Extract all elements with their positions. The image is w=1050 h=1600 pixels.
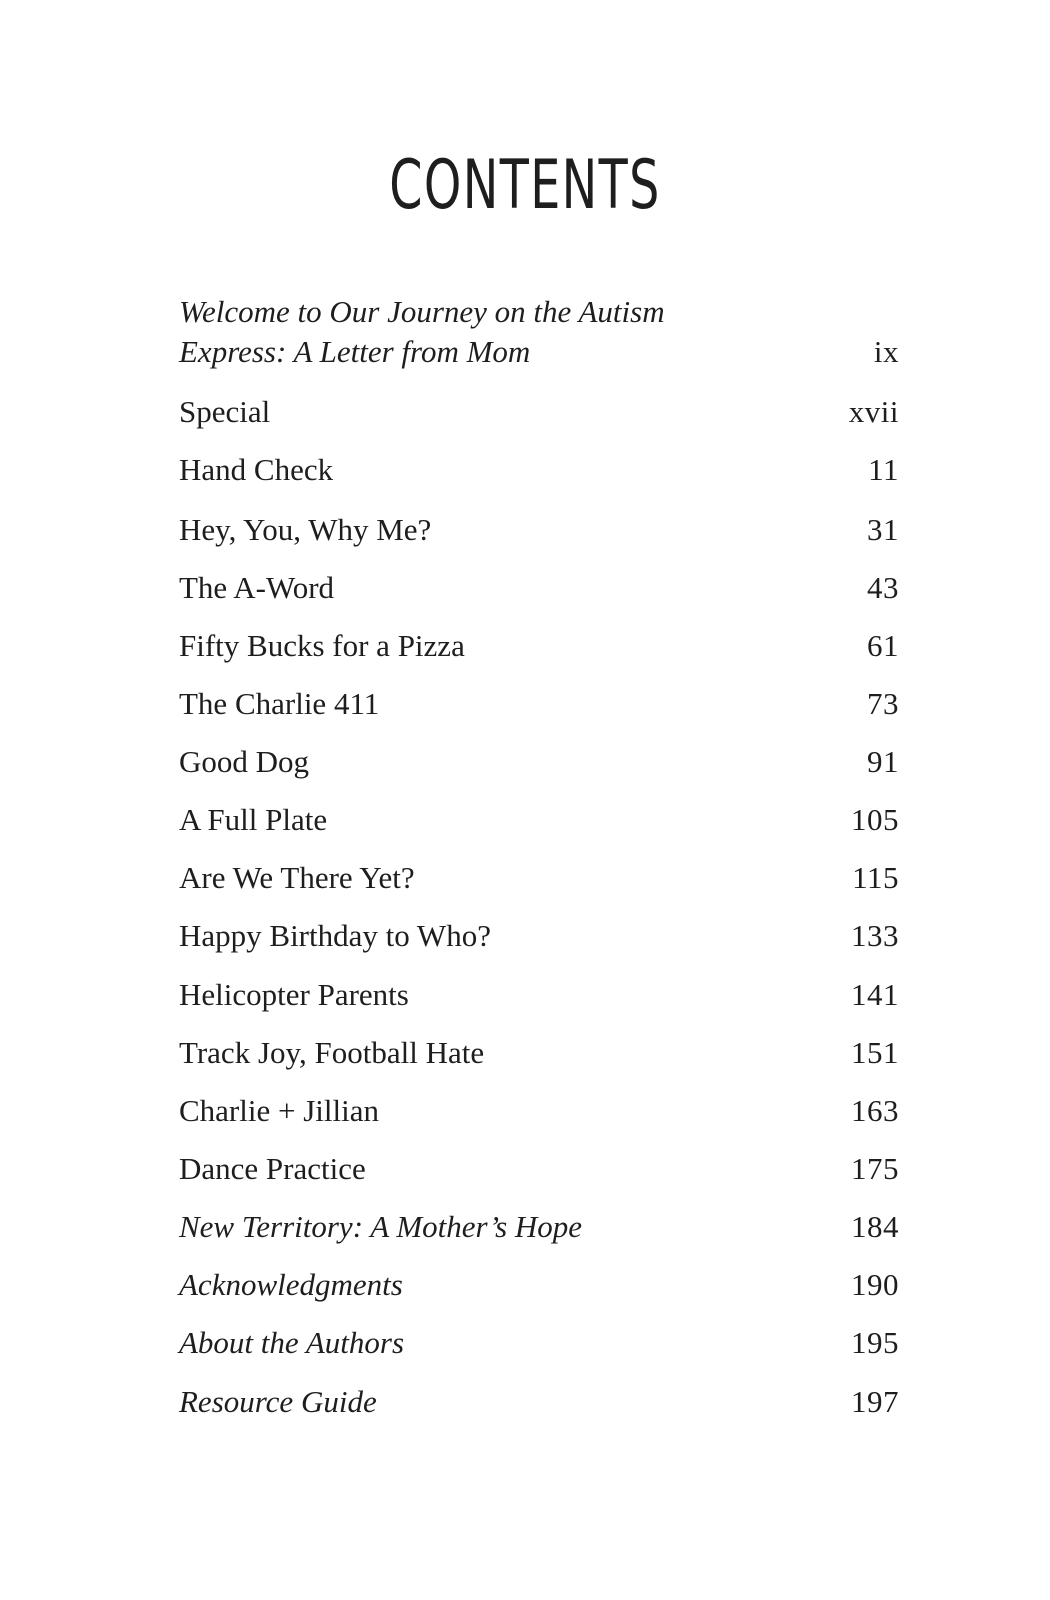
toc-entry-title: The Charlie 411 bbox=[179, 686, 380, 721]
toc-entry-charlie-jillian bbox=[179, 1091, 899, 1131]
toc-entry-helicopter-parents bbox=[179, 975, 899, 1015]
toc-entry-welcome-letter bbox=[179, 292, 899, 372]
toc-entry-page: 73 bbox=[867, 686, 899, 721]
toc-entry-hey-you-why-me bbox=[179, 510, 899, 550]
toc-entry-page: 195 bbox=[851, 1325, 899, 1360]
toc-entry-title: About the Authors bbox=[179, 1325, 405, 1360]
toc-entry-title: The A-Word bbox=[179, 570, 335, 605]
toc-entry-title-line2: Express: A Letter from Mom bbox=[179, 334, 531, 369]
toc-entry-fifty-bucks bbox=[179, 626, 899, 666]
toc-entry-acknowledgments bbox=[179, 1265, 899, 1305]
toc-entry-page: 163 bbox=[851, 1093, 899, 1128]
toc-entry-page: 141 bbox=[851, 977, 899, 1012]
toc-entry-title: Acknowledgments bbox=[179, 1267, 403, 1302]
toc-entry-special bbox=[179, 392, 899, 432]
toc-entry-new-territory bbox=[179, 1207, 899, 1247]
toc-entry-page: ix bbox=[873, 334, 899, 369]
toc-entry-about-the-authors bbox=[179, 1323, 899, 1363]
toc-entry-title: Helicopter Parents bbox=[179, 977, 409, 1012]
toc-entry-page: 105 bbox=[851, 802, 899, 837]
toc-entry-title: Good Dog bbox=[179, 744, 310, 779]
toc-entry-the-a-word bbox=[179, 568, 899, 608]
toc-entry-title: Track Joy, Football Hate bbox=[179, 1035, 485, 1070]
toc-entry-page: xvii bbox=[848, 394, 899, 429]
toc-entry-page: 91 bbox=[867, 744, 899, 779]
toc-entry-page: 190 bbox=[851, 1267, 899, 1302]
toc-entry-title: Fifty Bucks for a Pizza bbox=[179, 628, 465, 663]
toc-entry-page: 61 bbox=[867, 628, 899, 663]
toc-entry-title: Resource Guide bbox=[179, 1384, 377, 1419]
toc-entry-title: A Full Plate bbox=[179, 802, 328, 837]
toc-entry-charlie-411 bbox=[179, 684, 899, 724]
toc-entry-page: 43 bbox=[867, 570, 899, 605]
toc-entry-page: 31 bbox=[867, 512, 899, 547]
toc-entry-track-joy bbox=[179, 1033, 899, 1073]
toc-entry-title: Dance Practice bbox=[179, 1151, 366, 1186]
toc-entry-full-plate bbox=[179, 800, 899, 840]
toc-entry-title: Happy Birthday to Who? bbox=[179, 918, 491, 953]
toc-entry-page: 115 bbox=[852, 860, 899, 895]
toc-entry-title: Are We There Yet? bbox=[179, 860, 415, 895]
toc-entry-page: 133 bbox=[851, 918, 899, 953]
toc-entry-title: Special bbox=[179, 394, 271, 429]
toc-entry-page: 175 bbox=[851, 1151, 899, 1186]
contents-heading: CONTENTS bbox=[389, 146, 661, 225]
toc-entry-title: Hey, You, Why Me? bbox=[179, 512, 432, 547]
toc-entry-title: Charlie + Jillian bbox=[179, 1093, 380, 1128]
toc-entry-title: Hand Check bbox=[179, 452, 334, 487]
toc-entry-dance-practice bbox=[179, 1149, 899, 1189]
toc-entry-page: 184 bbox=[851, 1209, 899, 1244]
toc-entry-resource-guide bbox=[179, 1382, 899, 1422]
toc-entry-page: 197 bbox=[851, 1384, 899, 1419]
toc-entry-good-dog bbox=[179, 742, 899, 782]
toc-entry-page: 11 bbox=[868, 452, 899, 487]
toc-entry-are-we-there-yet bbox=[179, 858, 899, 898]
toc-entry-title-line1: Welcome to Our Journey on the Autism bbox=[179, 294, 665, 329]
toc-entry-title: New Territory: A Mother’s Hope bbox=[179, 1209, 583, 1244]
toc-entry-happy-birthday bbox=[179, 916, 899, 956]
toc-entry-page: 151 bbox=[851, 1035, 899, 1070]
toc-entry-hand-check bbox=[179, 450, 899, 490]
